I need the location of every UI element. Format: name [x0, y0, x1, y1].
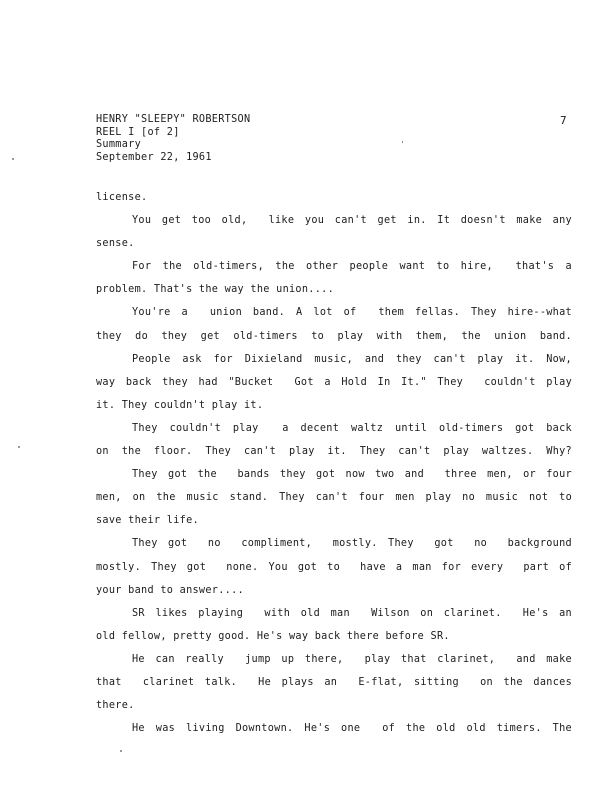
- text-line: way back they had "Bucket Got a Hold In It." They couldn't play: [96, 376, 572, 388]
- scan-speck: [18, 446, 20, 448]
- text-line: old fellow, pretty good. He's way back there before SR.: [96, 630, 450, 642]
- text-line: that clarinet talk. He plays an E-flat, sitting on the dances: [96, 676, 572, 688]
- document-header: [96, 114, 250, 164]
- text-line: your band to answer....: [96, 584, 244, 596]
- text-line: People ask for Dixieland music, and they can't play it. Now,: [132, 353, 572, 365]
- scan-speck: [12, 158, 14, 160]
- page-number: 7: [560, 114, 567, 127]
- text-line: For the old-timers, the other people want to hire, that's a: [132, 261, 572, 273]
- text-line: They got no compliment, mostly. They got no background: [132, 538, 572, 550]
- text-line: mostly. They got none. You got to have a man for every part of: [96, 561, 572, 573]
- text-line: license.: [96, 192, 148, 203]
- interviewee-name: HENRY "SLEEPY" ROBERTSON: [96, 114, 251, 125]
- text-line: You're a union band. A lot of them fellas. They hire--what: [132, 307, 572, 319]
- text-line: men, on the music stand. They can't four men play no music not to: [96, 492, 572, 504]
- text-line: They couldn't play a decent waltz until old-timers got back: [132, 422, 572, 434]
- text-line: sense.: [96, 238, 135, 250]
- text-line: they do they get old-timers to play with them, the union band.: [96, 330, 572, 342]
- scan-speck: [120, 750, 122, 752]
- stray-mark: ': [400, 140, 406, 149]
- text-line: He can really jump up there, play that clarinet, and make: [132, 653, 572, 665]
- text-line: SR likes playing with old man Wilson on clarinet. He's an: [132, 607, 572, 619]
- transcript-body: [96, 186, 572, 740]
- text-line: save their life.: [96, 515, 199, 527]
- summary-label: Summary: [96, 139, 142, 150]
- text-line: there.: [96, 700, 135, 712]
- text-line: You get too old, like you can't get in. It doesn't make any: [132, 215, 572, 227]
- text-line: problem. That's the way the union....: [96, 284, 335, 296]
- reel-label: REEL I [of 2]: [96, 126, 180, 138]
- interview-date: September 22, 1961: [96, 151, 212, 163]
- text-line: on the floor. They can't play it. They can't play waltzes. Why?: [96, 446, 572, 458]
- text-line: They got the bands they got now two and three men, or four: [132, 469, 572, 481]
- text-line: He was living Downtown. He's one of the old old timers. The: [132, 723, 572, 735]
- text-line: it. They couldn't play it.: [96, 399, 264, 411]
